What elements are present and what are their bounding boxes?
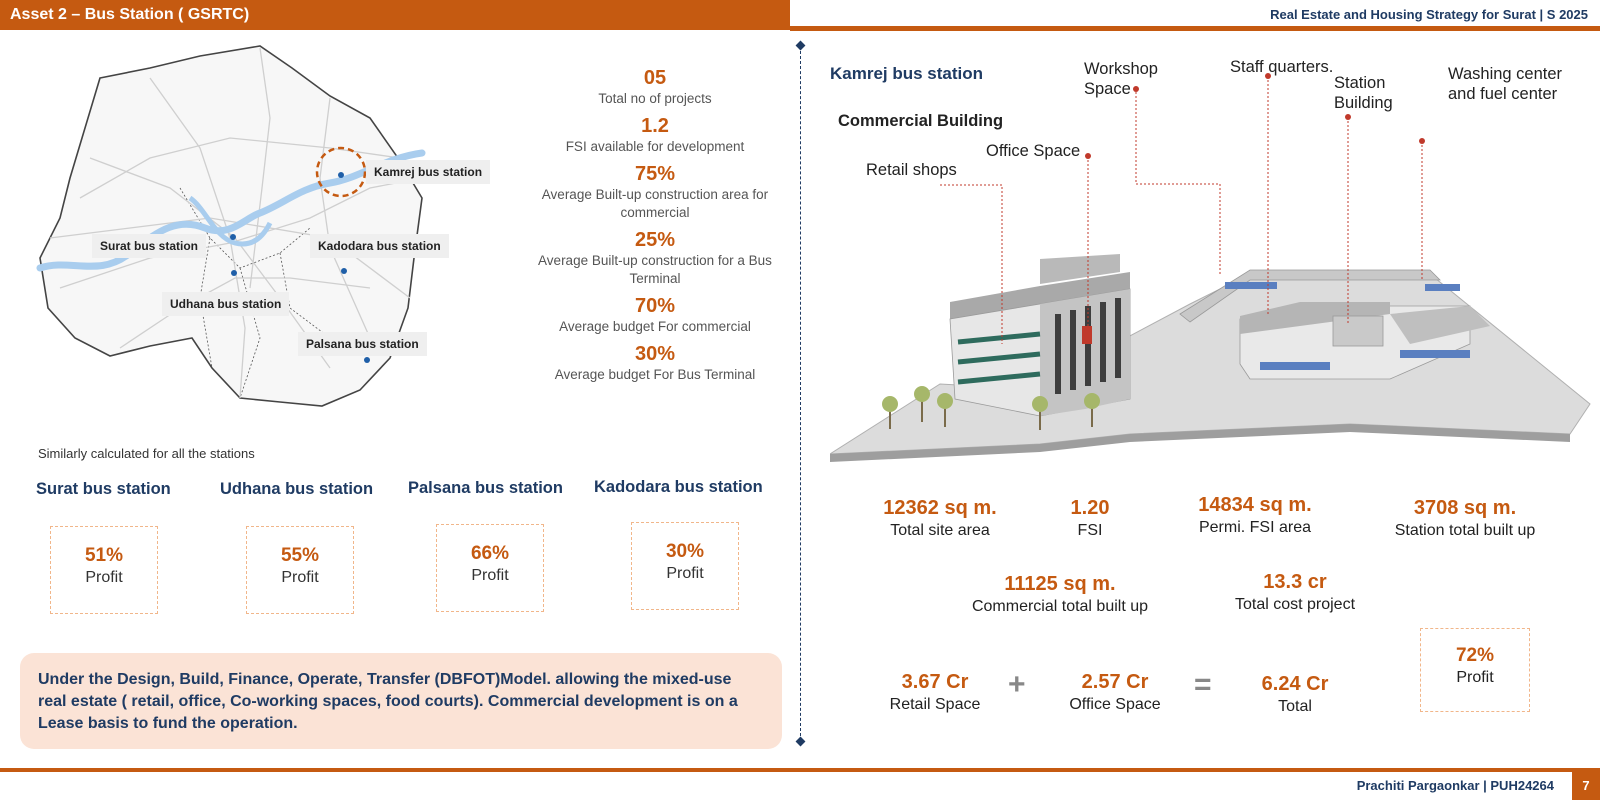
column-divider [800, 46, 801, 746]
palsana-pin-icon [364, 357, 370, 363]
page-number: 7 [1572, 772, 1600, 800]
station-title-udhana: Udhana bus station [220, 480, 374, 498]
wall-window-strip-left [1225, 282, 1277, 289]
stat-total-projects: 05 Total no of projects [598, 67, 712, 106]
equals-operator: = [1194, 668, 1212, 701]
stat-terminal-builtup: 25% Average Built-up construction for a Bus Terminal [538, 229, 772, 286]
udhana-pin-icon [231, 270, 237, 276]
callout-washing-center: Washing center and fuel center [1448, 65, 1563, 103]
metric-fsi-area: 14834 sq m. Permi. FSI area [1198, 494, 1312, 536]
callout-commercial-building: Commercial Building [838, 112, 1004, 130]
metric-fsi: 1.20 FSI [1070, 497, 1110, 539]
map-label-kadodara: Kadodara bus station [310, 234, 449, 258]
kamrej-pin-icon [338, 172, 344, 178]
metric-station-builtup: 3708 sq m. Station total built up [1394, 497, 1536, 539]
kamrej-site-illustration [830, 44, 1600, 464]
callout-staff-quarters: Staff quarters. [1230, 58, 1334, 76]
metric-total-value: 6.24 Cr Total [1261, 673, 1329, 715]
profit-box-palsana: 66% Profit [436, 524, 544, 612]
divider-bottom-marker [796, 737, 806, 747]
map-label-udhana: Udhana bus station [162, 292, 289, 316]
stat-terminal-budget: 30% Average budget For Bus Terminal [554, 343, 756, 382]
footer-author: Prachiti Pargaonkar | PUH24264 [1356, 778, 1554, 793]
similar-note: Similarly calculated for all the stations [38, 446, 255, 461]
metric-office-value: 2.57 Cr Office Space [1069, 671, 1161, 713]
surat-map [30, 38, 483, 428]
callout-office-space: Office Space [986, 142, 1081, 160]
metric-site-area: 12362 sq m. Total site area [883, 497, 997, 539]
station-tower [1333, 316, 1383, 346]
header-bar [0, 0, 1600, 34]
station-title-palsana: Palsana bus station [408, 479, 563, 497]
profit-box-surat: 51% Profit [50, 526, 158, 614]
footer-rule [0, 768, 1600, 772]
metric-retail-value: 3.67 Cr Retail Space [889, 671, 981, 713]
profit-box-kadodara: 30% Profit [631, 522, 739, 610]
dbfot-model-note: Under the Design, Build, Finance, Operate, Transfer (DBFOT)Model. allowing the mixed-use real estate ( retail, office, Co-working spaces, food courts). Commercial development is on a Lease basis to fund the operation. [20, 653, 782, 749]
summary-stats [520, 66, 790, 390]
footer-bar [0, 768, 1600, 800]
kadodara-pin-icon [341, 268, 347, 274]
stat-commercial-builtup: 75% Average Built-up construction area for commercial [541, 163, 769, 220]
stat-fsi: 1.2 FSI available for development [565, 115, 745, 154]
map-label-palsana: Palsana bus station [298, 332, 427, 356]
kamrej-title: Kamrej bus station [830, 64, 984, 83]
metric-commercial-builtup: 11125 sq m. Commercial total built up [971, 573, 1149, 615]
surat-pin-icon [230, 234, 236, 240]
wall-window-strip-right [1425, 284, 1460, 291]
slide-title: Asset 2 – Bus Station ( GSRTC) [10, 6, 250, 23]
profit-box-kamrej: 72% Profit [1420, 628, 1530, 712]
map-label-kamrej: Kamrej bus station [366, 160, 490, 184]
divider-top-marker [796, 41, 806, 51]
station-title-surat: Surat bus station [36, 480, 171, 498]
stat-commercial-budget: 70% Average budget For commercial [559, 295, 751, 334]
station-title-kadodara: Kadodara bus station [594, 478, 763, 496]
map-label-surat: Surat bus station [92, 234, 206, 258]
station-windows-right [1400, 350, 1470, 358]
site-model-graphic [830, 44, 1600, 464]
header-rule [790, 26, 1600, 31]
callout-retail-shops: Retail shops [866, 161, 957, 179]
callout-workshop-space: Workshop Space [1084, 60, 1158, 98]
commercial-accent [1082, 326, 1092, 344]
profit-box-udhana: 55% Profit [246, 526, 354, 614]
map-graphic [30, 38, 470, 428]
plus-operator: + [1008, 668, 1026, 701]
metric-total-cost: 13.3 cr Total cost project [1234, 571, 1356, 613]
callout-station-building: Station Building [1334, 74, 1393, 112]
slide-subtitle: Real Estate and Housing Strategy for Surat | S 2025 [1270, 7, 1588, 22]
station-windows-left [1260, 362, 1330, 370]
